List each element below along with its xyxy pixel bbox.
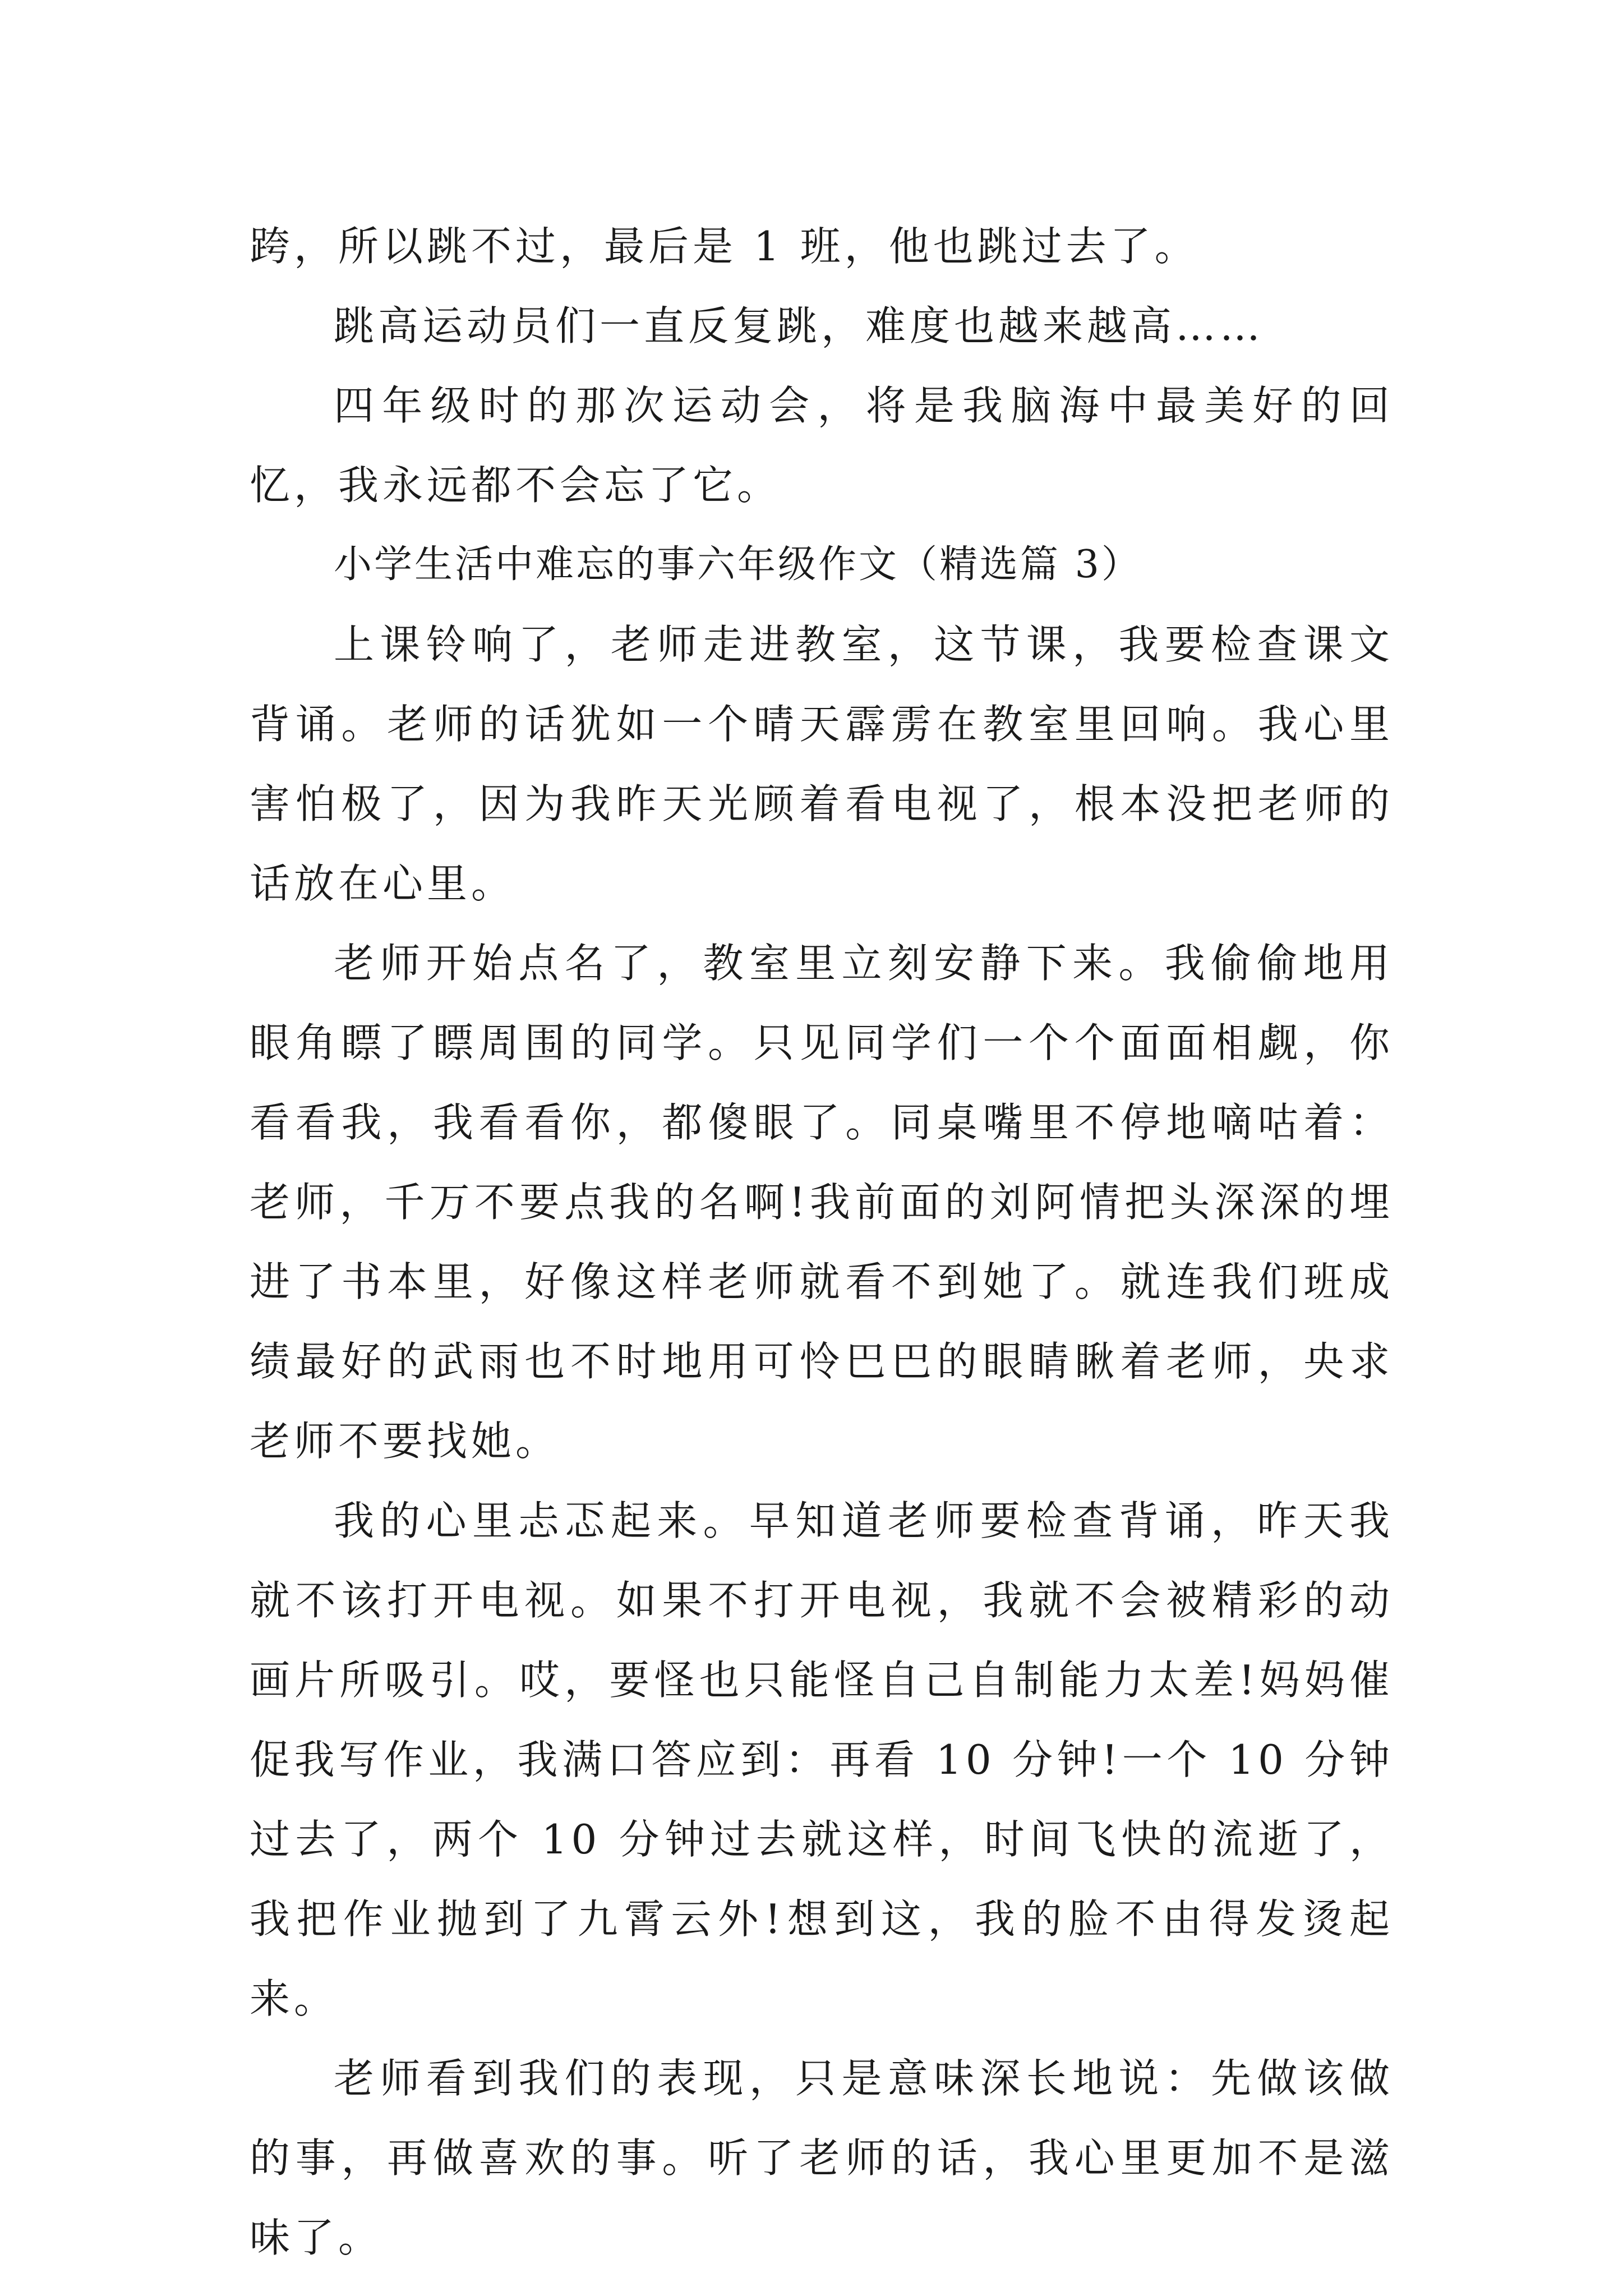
document-body <box>250 206 1394 2277</box>
paragraph-bell-rings: 上课铃响了，老师走进教室，这节课，我要检查课文背诵。老师的话犹如一个晴天霹雳在教室里回响。我心里害怕极了，因为我昨天光顾着看电视了，根本没把老师的话放在心里。 <box>250 621 1394 907</box>
paragraph-regret: 我的心里忐忑起来。早知道老师要检查背诵，昨天我就不该打开电视。如果不打开电视，我就不会被精彩的动画片所吸引。哎，要怪也只能怪自己自制能力太差!妈妈催促我写作业，我满口答应到：再看 10 分钟!一个 10 分钟过去了，两个 10 分钟过去就这样，时间飞快的流逝了，我把作业抛到了九霄云外!想到这，我的脸不由得发烫起来。 <box>250 1497 1394 2022</box>
paragraph-roll-call: 老师开始点名了，教室里立刻安静下来。我偷偷地用眼角瞟了瞟周围的同学。只见同学们一个个面面相觑，你看看我，我看看你，都傻眼了。同桌嘴里不停地嘀咕着：老师，千万不要点我的名啊!我前面的刘阿情把头深深的埋进了书本里，好像这样老师就看不到她了。就连我们班成绩最好的武雨也不时地用可怜巴巴的眼睛瞅着老师，央求老师不要找她。 <box>250 940 1394 1465</box>
section-heading: 小学生活中难忘的事六年级作文（精选篇 3） <box>334 542 1142 587</box>
paragraph-high-jump: 跳高运动员们一直反复跳，难度也越来越高…… <box>334 302 1265 349</box>
paragraph-sports-meet-memory: 四年级时的那次运动会，将是我脑海中最美好的回忆，我永远都不会忘了它。 <box>250 382 1394 509</box>
paragraph-continued: 跨，所以跳不过，最后是 1 班，他也跳过去了。 <box>250 223 1199 270</box>
paragraph-teacher-words: 老师看到我们的表现，只是意味深长地说：先做该做的事，再做喜欢的事。听了老师的话，我心里更加不是滋味了。 <box>250 2055 1394 2261</box>
